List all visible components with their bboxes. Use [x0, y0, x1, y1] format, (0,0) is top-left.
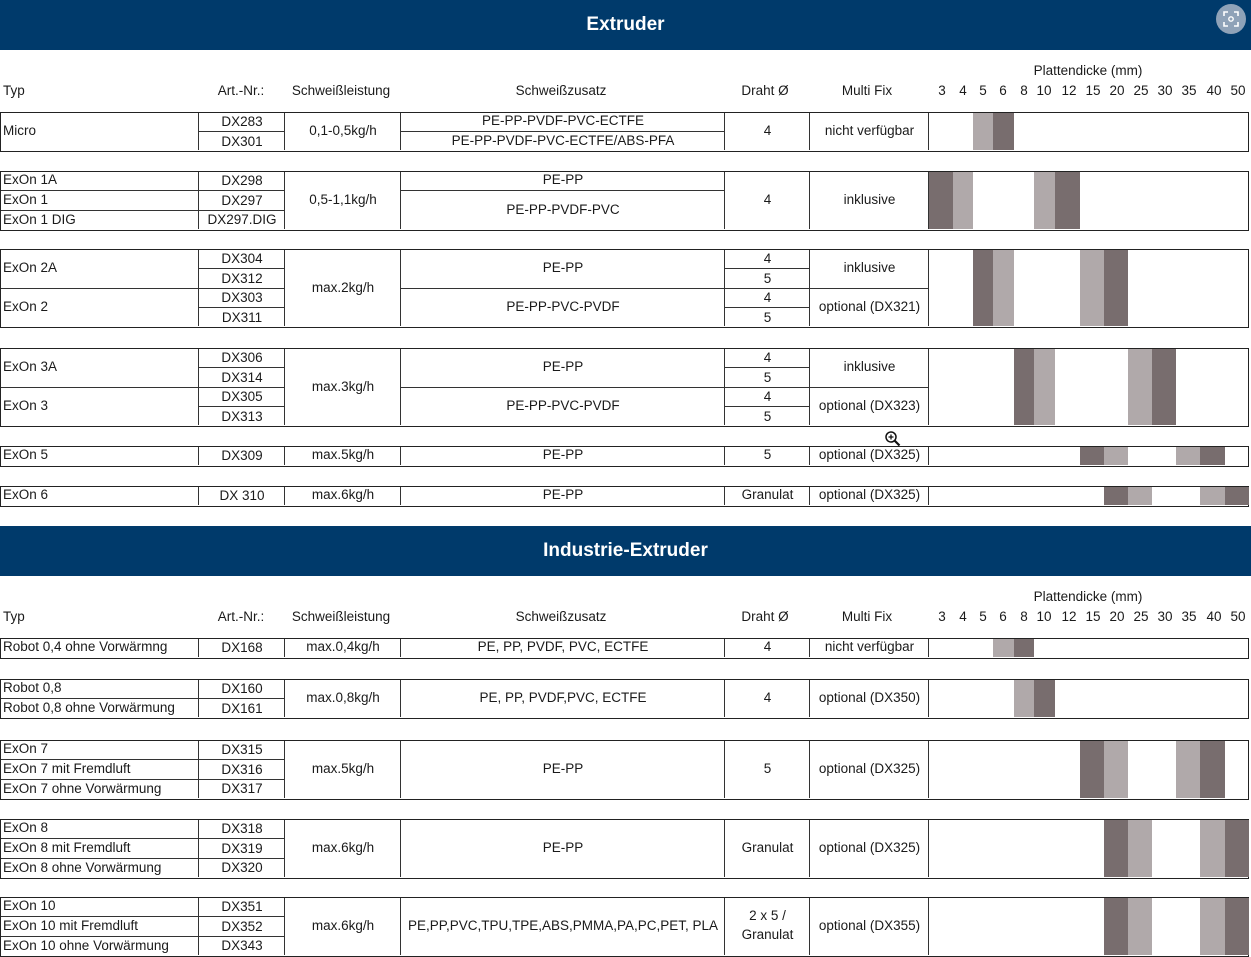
product-type: ExOn 7 ohne Vorwärmung	[3, 780, 162, 796]
thickness-bar-segment	[1200, 487, 1225, 505]
column-divider	[198, 447, 199, 465]
column-divider	[809, 113, 810, 150]
filler-material: PE-PP	[542, 359, 584, 375]
article-number: DX352	[221, 918, 263, 934]
thickness-tick: 50	[1230, 83, 1246, 98]
thickness-tick: 20	[1109, 83, 1125, 98]
product-group	[0, 638, 1249, 659]
product-type: ExOn 2A	[3, 260, 58, 276]
thickness-bar-segment	[973, 113, 993, 150]
column-divider	[198, 487, 199, 505]
zoom-button[interactable]	[1216, 4, 1246, 34]
column-divider	[928, 898, 929, 955]
thickness-tick: 25	[1133, 609, 1149, 624]
product-type: ExOn 5	[3, 447, 49, 463]
filler-material: PE-PP-PVDF-PVC-ECTFE	[481, 113, 645, 129]
product-type: ExOn 10	[3, 898, 56, 914]
wire-diameter: Granulat	[741, 839, 794, 855]
multi-fix-value: nicht verfügbar	[824, 639, 915, 655]
thickness-bar-segment	[1200, 820, 1225, 877]
product-type: ExOn 7 mit Fremdluft	[3, 760, 131, 776]
product-type: ExOn 6	[3, 487, 49, 503]
wire-diameter: 4	[763, 251, 772, 266]
thickness-bar-segment	[1128, 487, 1152, 505]
column-divider	[284, 447, 285, 465]
product-group	[0, 171, 1249, 231]
article-number: DX314	[221, 369, 263, 385]
article-number: DX313	[221, 408, 263, 424]
column-divider	[284, 639, 285, 657]
thickness-bar-segment	[1128, 349, 1152, 425]
column-divider	[284, 741, 285, 798]
row-divider	[400, 288, 724, 289]
wire-diameter: 4	[763, 350, 772, 365]
multi-fix-value: optional (DX325)	[818, 839, 921, 855]
thickness-tick: 8	[1020, 83, 1028, 98]
column-divider	[284, 250, 285, 326]
product-type: ExOn 8	[3, 820, 49, 836]
column-divider	[724, 487, 725, 505]
thickness-bar-segment	[953, 172, 973, 229]
column-divider	[928, 639, 929, 657]
multi-fix-value: optional (DX325)	[818, 487, 921, 503]
filler-material: PE-PP	[542, 172, 584, 188]
thickness-bar-segment	[1225, 820, 1249, 877]
section-banner: Extruder	[0, 0, 1251, 50]
filler-material: PE, PP, PVDF,PVC, ECTFE	[479, 690, 647, 706]
row-divider	[1, 190, 284, 191]
header-draht: Draht Ø	[741, 609, 789, 624]
thickness-bar-segment	[1104, 741, 1128, 798]
header-schweisszusatz: Schweißzusatz	[515, 609, 607, 624]
thickness-bar-segment	[1034, 172, 1055, 229]
article-number: DX317	[221, 781, 263, 797]
product-type: ExOn 7	[3, 741, 49, 757]
product-type: ExOn 1	[3, 191, 49, 207]
article-number: DX312	[221, 270, 263, 286]
row-divider	[198, 367, 284, 368]
wire-diameter: 5	[763, 760, 772, 776]
thickness-tick: 4	[959, 609, 967, 624]
product-group	[0, 740, 1249, 800]
row-divider	[198, 307, 284, 308]
column-divider	[809, 741, 810, 798]
thickness-tick: 10	[1036, 83, 1052, 98]
thickness-bar-segment	[1200, 741, 1225, 798]
row-divider	[724, 406, 809, 407]
row-divider	[400, 387, 724, 388]
column-divider	[284, 898, 285, 955]
thickness-bar-segment	[1080, 741, 1104, 798]
column-divider	[724, 639, 725, 657]
thickness-tick: 15	[1085, 609, 1101, 624]
wire-diameter: 5	[763, 309, 772, 325]
thickness-bar-segment	[973, 250, 993, 326]
column-divider	[928, 680, 929, 717]
column-divider	[400, 680, 401, 717]
row-divider	[198, 131, 284, 132]
column-divider	[724, 172, 725, 229]
column-divider	[809, 447, 810, 465]
product-type: ExOn 3A	[3, 359, 58, 375]
row-divider	[1, 916, 284, 917]
product-type: ExOn 3	[3, 398, 49, 414]
column-divider	[724, 898, 725, 955]
thickness-tick: 3	[938, 83, 946, 98]
article-number: DX306	[221, 350, 263, 365]
thickness-bar-segment	[993, 250, 1014, 326]
thickness-tick: 10	[1036, 609, 1052, 624]
row-divider	[724, 307, 809, 308]
article-number: DX311	[221, 309, 263, 325]
wire-diameter: 4	[763, 123, 772, 139]
column-divider	[928, 172, 929, 229]
row-divider	[1, 936, 284, 937]
filler-material: PE-PP-PVC-PVDF	[506, 299, 620, 315]
product-group	[0, 679, 1249, 719]
column-divider	[928, 349, 929, 425]
article-number: DX320	[221, 860, 263, 876]
product-type: Robot 0,4 ohne Vorwärmng	[3, 639, 168, 655]
column-divider	[198, 820, 199, 877]
welding-output: 0,5-1,1kg/h	[309, 191, 377, 207]
column-divider	[928, 447, 929, 465]
multi-fix-value: inklusive	[843, 191, 896, 207]
column-divider	[724, 680, 725, 717]
product-type: ExOn 1A	[3, 172, 58, 188]
column-divider	[724, 741, 725, 798]
product-type: Robot 0,8 ohne Vorwärmung	[3, 699, 175, 715]
column-divider	[400, 447, 401, 465]
article-number: DX315	[221, 742, 263, 757]
multi-fix-value: optional (DX325)	[818, 447, 921, 463]
product-type: ExOn 10 ohne Vorwärmung	[3, 937, 169, 953]
row-divider	[198, 406, 284, 407]
product-group	[0, 348, 1249, 427]
filler-material: PE-PP	[542, 487, 584, 503]
header-schweisszusatz: Schweißzusatz	[515, 83, 607, 98]
thickness-tick: 3	[938, 609, 946, 624]
article-number: DX297	[221, 192, 263, 208]
thickness-bar-segment	[1128, 898, 1152, 955]
column-divider	[928, 113, 929, 150]
thickness-bar-segment	[1080, 447, 1104, 465]
wire-diameter: 5	[763, 270, 772, 286]
thickness-bar-segment	[1055, 172, 1080, 229]
row-divider	[198, 268, 284, 269]
wire-diameter: 5	[763, 447, 772, 463]
wire-diameter: 4	[763, 690, 772, 706]
filler-material: PE-PP-PVDF-PVC-ECTFE/ABS-PFA	[451, 132, 675, 148]
welding-output: max.6kg/h	[311, 839, 375, 855]
article-number: DX283	[221, 114, 263, 129]
thickness-bar-segment	[1104, 250, 1128, 326]
article-number: DX 310	[219, 488, 265, 503]
thickness-bar-segment	[1014, 639, 1034, 657]
article-number: DX160	[221, 681, 263, 696]
header-typ: Typ	[3, 83, 25, 98]
column-divider	[809, 680, 810, 717]
thickness-tick: 25	[1133, 83, 1149, 98]
column-divider	[284, 113, 285, 150]
column-divider	[724, 113, 725, 150]
column-divider	[198, 639, 199, 657]
column-divider	[400, 639, 401, 657]
filler-material: PE-PP	[542, 839, 584, 855]
thickness-tick: 35	[1181, 83, 1197, 98]
product-group	[0, 446, 1249, 467]
row-divider	[1, 698, 284, 699]
thickness-bar-segment	[1080, 250, 1104, 326]
thickness-tick: 15	[1085, 83, 1101, 98]
filler-material: PE-PP-PVDF-PVC	[506, 201, 620, 217]
multi-fix-value: optional (DX323)	[818, 398, 921, 414]
multi-fix-value: inklusive	[843, 260, 896, 276]
row-divider	[724, 387, 809, 388]
row-divider	[724, 367, 809, 368]
product-group	[0, 819, 1249, 879]
wire-diameter: 5	[763, 408, 772, 424]
row-divider	[1, 210, 284, 211]
thickness-bar-segment	[928, 172, 953, 229]
row-divider	[1, 759, 284, 760]
product-type: ExOn 8 mit Fremdluft	[3, 839, 131, 855]
filler-material: PE-PP	[542, 760, 584, 776]
column-divider	[928, 487, 929, 505]
welding-output: max.2kg/h	[311, 279, 375, 295]
thickness-tick: 6	[999, 609, 1007, 624]
row-divider	[809, 288, 928, 289]
zoom-cursor-icon	[884, 430, 902, 448]
product-type: ExOn 10 mit Fremdluft	[3, 917, 139, 933]
thickness-tick: 35	[1181, 609, 1197, 624]
welding-output: max.3kg/h	[311, 378, 375, 394]
column-divider	[928, 820, 929, 877]
column-divider	[400, 172, 401, 229]
thickness-tick: 5	[979, 83, 987, 98]
column-divider	[284, 349, 285, 425]
column-divider	[809, 172, 810, 229]
section-banner: Industrie-Extruder	[0, 526, 1251, 576]
row-divider	[1, 858, 284, 859]
column-divider	[284, 172, 285, 229]
column-divider	[284, 487, 285, 505]
column-divider	[724, 447, 725, 465]
filler-material: PE-PP	[542, 260, 584, 276]
row-divider	[724, 288, 809, 289]
wire-diameter: 4	[763, 191, 772, 207]
header-plattendicke: Plattendicke (mm)	[1033, 63, 1143, 78]
thickness-tick: 4	[959, 83, 967, 98]
row-divider	[1, 387, 284, 388]
thickness-tick: 50	[1230, 609, 1246, 624]
thickness-bar-segment	[1225, 898, 1249, 955]
header-multi-fix: Multi Fix	[841, 609, 893, 624]
row-divider	[400, 190, 724, 191]
wire-diameter: 4	[763, 639, 772, 655]
multi-fix-value: optional (DX325)	[818, 760, 921, 776]
column-divider	[198, 741, 199, 798]
welding-output: max.0,4kg/h	[306, 639, 380, 655]
thickness-bar-segment	[1034, 680, 1055, 717]
filler-material: PE, PP, PVDF, PVC, ECTFE	[477, 639, 649, 655]
thickness-bar-segment	[1034, 349, 1055, 425]
column-divider	[400, 487, 401, 505]
column-divider	[928, 250, 929, 326]
thickness-tick: 40	[1206, 609, 1222, 624]
multi-fix-value: inklusive	[843, 359, 896, 375]
wire-diameter: 2 x 5 /	[749, 908, 786, 924]
article-number: DX351	[221, 899, 263, 914]
article-number: DX161	[221, 700, 263, 716]
thickness-bar-segment	[1104, 820, 1128, 877]
column-divider	[400, 898, 401, 955]
article-number: DX304	[221, 251, 263, 266]
header-art-nr: Art.-Nr.:	[217, 609, 265, 624]
product-group	[0, 249, 1249, 328]
header-draht: Draht Ø	[741, 83, 789, 98]
column-divider	[809, 639, 810, 657]
thickness-bar-segment	[1200, 898, 1225, 955]
welding-output: 0,1-0,5kg/h	[309, 123, 377, 139]
column-divider	[400, 741, 401, 798]
welding-output: max.6kg/h	[311, 487, 375, 503]
product-type: ExOn 8 ohne Vorwärmung	[3, 859, 162, 875]
article-number: DX297.DIG	[207, 212, 277, 228]
header-typ: Typ	[3, 609, 25, 624]
product-type: Micro	[3, 123, 36, 139]
row-divider	[1, 838, 284, 839]
thickness-bar-segment	[1104, 487, 1128, 505]
article-number: DX301	[221, 133, 263, 149]
product-type: ExOn 1 DIG	[3, 211, 76, 227]
column-divider	[284, 680, 285, 717]
article-number: DX319	[221, 840, 263, 856]
header-schweissleistung: Schweißleistung	[291, 609, 391, 624]
product-group	[0, 112, 1249, 152]
thickness-tick: 30	[1157, 609, 1173, 624]
column-divider	[928, 741, 929, 798]
row-divider	[1, 288, 284, 289]
filler-material: PE-PP	[542, 447, 584, 463]
thickness-bar-segment	[1225, 487, 1249, 505]
wire-diameter: Granulat	[741, 927, 794, 943]
thickness-bar-segment	[1104, 898, 1128, 955]
header-schweissleistung: Schweißleistung	[291, 83, 391, 98]
expand-icon	[1223, 11, 1239, 27]
product-group	[0, 486, 1249, 507]
header-multi-fix: Multi Fix	[841, 83, 893, 98]
wire-diameter: 4	[763, 389, 772, 405]
thickness-bar-segment	[1014, 349, 1034, 425]
thickness-tick: 12	[1061, 609, 1077, 624]
thickness-tick: 5	[979, 609, 987, 624]
multi-fix-value: optional (DX355)	[818, 917, 921, 933]
welding-output: max.0,8kg/h	[306, 690, 380, 706]
welding-output: max.6kg/h	[311, 917, 375, 933]
filler-material: PE-PP-PVC-PVDF	[506, 398, 620, 414]
header-art-nr: Art.-Nr.:	[217, 83, 265, 98]
header-plattendicke: Plattendicke (mm)	[1033, 589, 1143, 604]
product-type: ExOn 2	[3, 299, 49, 315]
wire-diameter: Granulat	[741, 487, 794, 503]
thickness-bar-segment	[1014, 680, 1034, 717]
article-number: DX168	[221, 640, 263, 655]
article-number: DX298	[221, 173, 263, 188]
thickness-bar-segment	[1176, 447, 1200, 465]
thickness-tick: 8	[1020, 609, 1028, 624]
multi-fix-value: optional (DX321)	[818, 299, 921, 315]
column-divider	[400, 820, 401, 877]
product-type: Robot 0,8	[3, 680, 62, 696]
thickness-tick: 20	[1109, 609, 1125, 624]
thickness-bar-segment	[1152, 349, 1176, 425]
thickness-bar-segment	[1128, 820, 1152, 877]
article-number: DX316	[221, 761, 263, 777]
column-divider	[284, 820, 285, 877]
row-divider	[724, 268, 809, 269]
article-number: DX305	[221, 389, 263, 405]
row-divider	[1, 779, 284, 780]
column-divider	[198, 898, 199, 955]
welding-output: max.5kg/h	[311, 760, 375, 776]
article-number: DX303	[221, 290, 263, 306]
thickness-bar-segment	[1200, 447, 1225, 465]
column-divider	[809, 820, 810, 877]
thickness-tick: 40	[1206, 83, 1222, 98]
thickness-bar-segment	[993, 639, 1014, 657]
article-number: DX318	[221, 821, 263, 836]
article-number: DX309	[221, 448, 263, 463]
thickness-tick: 6	[999, 83, 1007, 98]
thickness-bar-segment	[1176, 741, 1200, 798]
column-divider	[809, 487, 810, 505]
column-divider	[198, 172, 199, 229]
thickness-bar-segment	[1104, 447, 1128, 465]
thickness-tick: 30	[1157, 83, 1173, 98]
welding-output: max.5kg/h	[311, 447, 375, 463]
thickness-tick: 12	[1061, 83, 1077, 98]
multi-fix-value: optional (DX350)	[818, 690, 921, 706]
column-divider	[809, 898, 810, 955]
product-group	[0, 897, 1249, 957]
multi-fix-value: nicht verfügbar	[824, 123, 915, 139]
filler-material: PE,PP,PVC,TPU,TPE,ABS,PMMA,PA,PC,PET, PLA	[407, 917, 719, 933]
column-divider	[724, 820, 725, 877]
article-number: DX343	[221, 938, 263, 954]
row-divider	[809, 387, 928, 388]
wire-diameter: 4	[763, 290, 772, 306]
thickness-bar-segment	[993, 113, 1014, 150]
wire-diameter: 5	[763, 369, 772, 385]
